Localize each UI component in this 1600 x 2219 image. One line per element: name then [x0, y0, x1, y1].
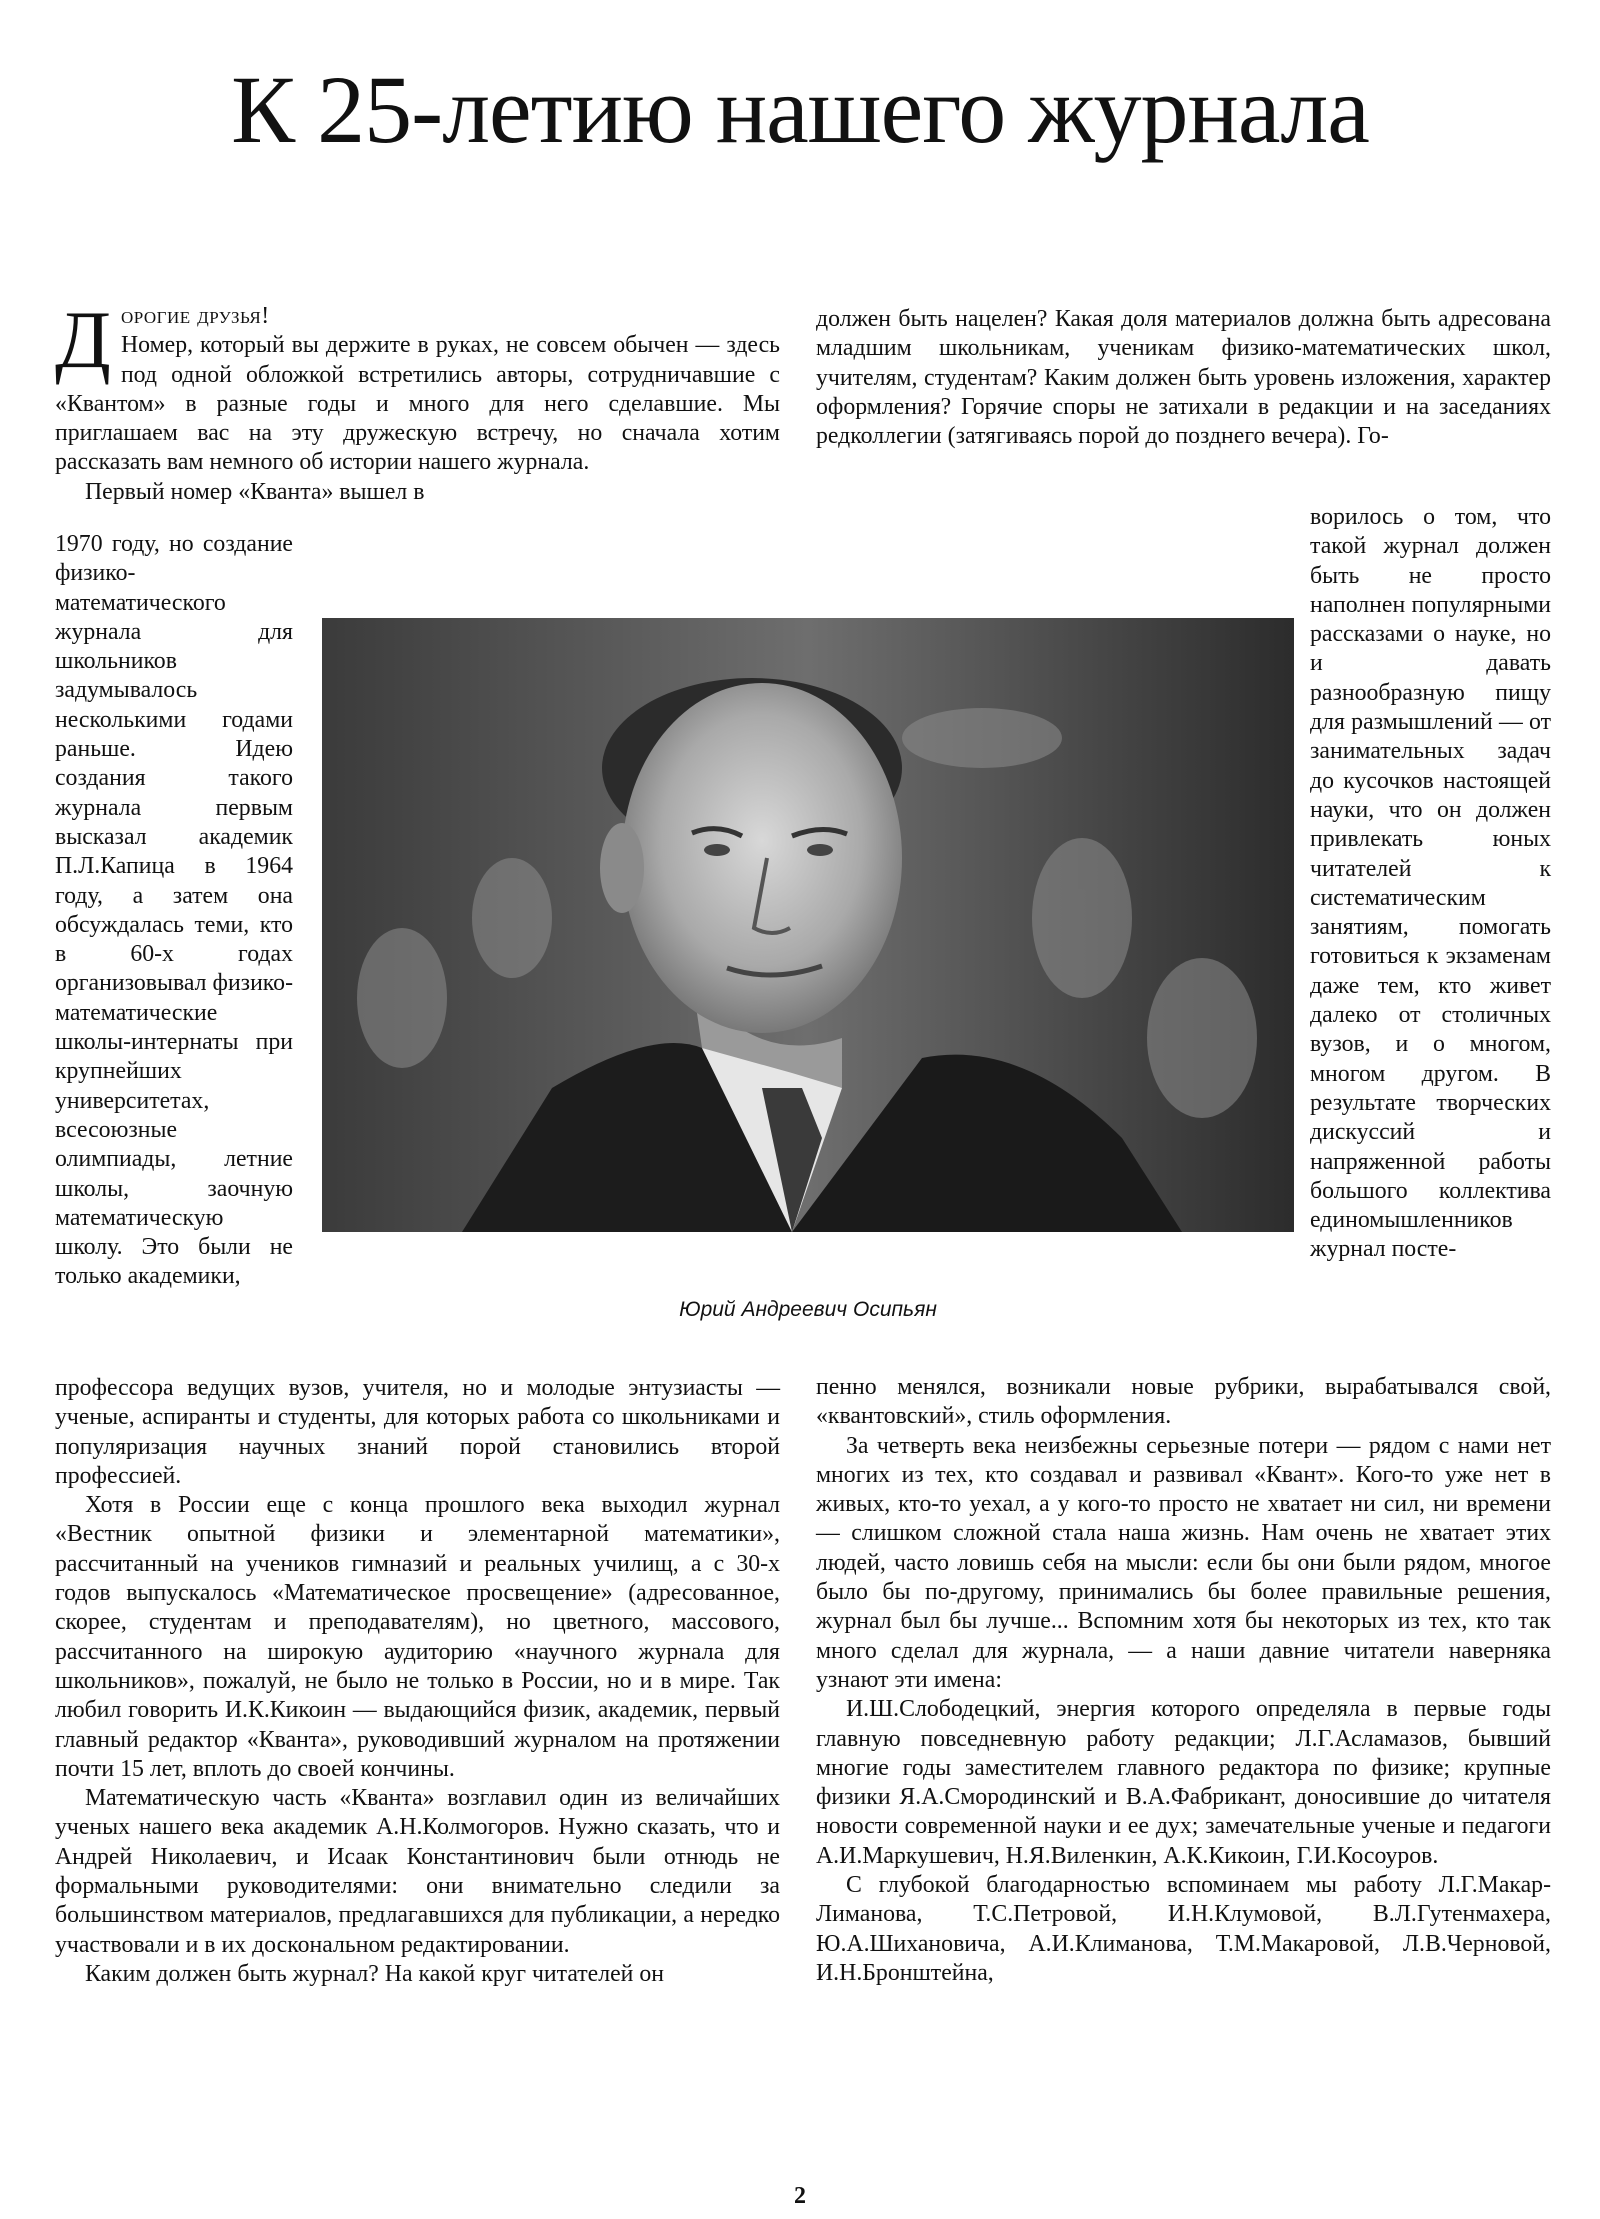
paragraph: С глубокой благодарностью вспоминаем мы работу Л.Г.Макар-Лиманова, Т.С.Петровой, И.Н.Клумовой, В.Л.Гутенмахера, Ю.А.Шихановича, А.И.Климанова, Т.М.Макаровой, Л.В.Черновой, И.Н.Бронштейна,	[816, 1872, 1551, 1986]
paragraph: Первый номер «Кванта» вышел в	[85, 478, 425, 505]
paragraph: И.Ш.Слободецкий, энергия которого определяла в первые годы главную повседневную работу редакции; Л.Г.Асламазов, бывший многие годы заместителем главного редактора по физике; крупные физики Я.А.Смородинский и В.А.Фабрикант, доносившие до читателя новости современной науки и ее дух; замечательные ученые и педагоги А.И.Маркушевич, Н.Я.Виленкин, А.К.Кикоин, Г.И.Косоуров.	[816, 1696, 1551, 1869]
left-column-top	[55, 294, 780, 507]
paragraph: Хотя в России еще с конца прошлого века выходил журнал «Вестник опытной физики и элементарной математики», рассчитанный на учеников гимназий и реальных училищ, а с 30-х годов выпускалось «Математическое просвещение» (адресованное, скорее, студентам и преподавателям), но цветного, массового, рассчитанного на широкую аудиторию «научного журнала для школьников», пожалуй, не было не только в России, но и в мире. Так любил говорить И.К.Кикоин — выдающийся физик, академик, первый главный редактор «Кванта», руководивший журналом на протяжении почти 15 лет, вплоть до своей кончины.	[55, 1492, 780, 1782]
page-number: 2	[794, 2183, 806, 2209]
drop-cap: Д	[55, 294, 111, 385]
paragraph: 1970 году, но создание физико-математического журнала для школьников задумывалось несколькими годами раньше. Идею создания такого журнала первым высказал академик П.Л.Капица в 1964 году, а затем она обсуждалась теми, кто в 60-х годах организовывал физико-математические школы-интернаты при крупнейших университетах, всесоюзные олимпиады, летние школы, заочную математическую школу. Это были не только академики,	[55, 531, 293, 1290]
paragraph: Каким должен быть журнал? На какой круг читателей он	[85, 1960, 665, 1987]
greeting: орогие друзья!	[120, 303, 270, 329]
paragraph: За четверть века неизбежны серьезные потери — рядом с нами нет многих из тех, кто создавал и развивал «Квант». Кого-то уже нет в живых, кто-то уехал, а у кого-то просто не хватает ни сил, ни времени — слишком сложной стала наша жизнь. Нам очень не хватает этих людей, часто ловишь себя на мысли: если бы они были рядом, многое было бы по-другому, принимались бы более правильные решения, журнал был бы лучше... Вспомним хотя бы некоторых из тех, кто так много сделал для журнала, — а наши давние читатели наверняка узнают эти имена:	[816, 1432, 1551, 1693]
right-column-narrow	[1310, 503, 1551, 1265]
portrait-illustration	[322, 618, 1294, 1232]
right-column-bottom	[816, 1373, 1551, 1988]
paragraph: профессора ведущих вузов, учителя, но и молодые энтузиасты — ученые, аспиранты и студенты, для которых работа со школьниками и популяризация научных знаний порой становились второй профессией.	[55, 1375, 780, 1489]
left-column-narrow	[55, 530, 293, 1292]
right-column-top	[816, 305, 1551, 451]
paragraph: ворилось о том, что такой журнал должен быть не просто наполнен популярными рассказами о науке, но и давать разнообразную пищу для размышлений — от занимательных задач до кусочков настоящей науки, что он должен привлекать юных читателей к систематическим занятиям, помогать готовиться к экзаменам даже тем, кто живет далеко от столичных вузов, и о многом, многом другом. В результате творческих дискуссий и напряженной работы большого коллектива единомышленников журнал посте-	[1310, 504, 1551, 1263]
left-column-bottom	[55, 1374, 780, 1989]
photo-caption: Юрий Андреевич Осипьян	[679, 1298, 937, 1321]
paragraph: Номер, который вы держите в руках, не совсем обычен — здесь под одной обложкой встретились авторы, сотрудничавшие с «Квантом» в разные годы и много для него сделавшие. Мы приглашаем вас на эту дружескую встречу, но сначала хотим рассказать вам немного об истории нашего журнала.	[55, 332, 780, 476]
paragraph: пенно менялся, возникали новые рубрики, вырабатывался свой, «квантовский», стиль оформления.	[816, 1374, 1551, 1430]
paragraph: должен быть нацелен? Какая доля материалов должна быть адресована младшим школьникам, ученикам физико-математических школ, учителям, студентам? Каким должен быть уровень изложения, характер оформления? Горячие споры не затихали в редакции и на заседаниях редколлегии (затягиваясь порой до позднего вечера). Го-	[816, 306, 1551, 450]
portrait-photo	[322, 618, 1294, 1232]
paragraph: Математическую часть «Кванта» возглавил один из величайших ученых нашего века академик А.Н.Колмогоров. Нужно сказать, что и Андрей Николаевич, и Исаак Константинович были отнюдь не формальными руководителями: они внимательно следили за большинством материалов, предлагавшихся для публикации, а нередко участвовали и в их доскональном редактировании.	[55, 1785, 780, 1958]
page-title: К 25-летию нашего журнала	[231, 56, 1369, 163]
